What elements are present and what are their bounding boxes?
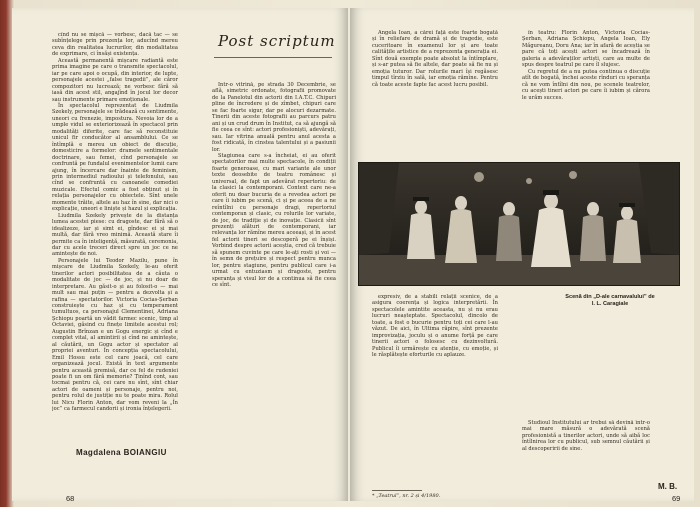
photo-illustration [359, 163, 680, 286]
right-page [350, 8, 694, 501]
paragraph: expresiv, de a stabili relații scenice, de a asigura coerența și logica interpretării. În spectacolele amintite aceasta, nu și nu erau lucruri neașteptate. Spectacolul, dincolo de toate, a fost o bucurie pentru toți cei care l-au văzut. De aici, în Ultima răpire, sînt prezente improvizația, joculu și o anume forță pe care tinerii actori o folosesc cu dezinvoltură. Publicul îi urmărește cu atenție, cu emoție, și le răsplătește eforturile cu aplauze. [372, 294, 498, 359]
paragraph: Într-o vitrină, pe strada 30 Decembrie, se află, simetric ordonate, fotografii promovate de la Panelotul din actorii din I.A.T.C. Chipuri pline de încredere și de zîmbet, chipuri care se fac foarte sigur, dar pe alocuri dezarmate. Tinerii din aceste fotografii au parcurs patru ani și un crud drum în Institut, ca să ajungă să fie ceea ce sînt: actori profesioniști, adevărați, sau. Iar vitrina anuală pentru anul acesta a fost ridicată, în cinstea talentului și a pasiunii lor. [212, 82, 336, 153]
footnote: * „Teatrul”, nr. 2 și 4/1980. [372, 493, 441, 499]
paragraph: Cu regretul de a nu putea continua o discuție atît de bogată, închei aceste rînduri cu speranța că ne vom întîlni din nou, pe scenele teatrelor, cu acești tineri actori pe care îi iubim și cărora le urăm succes. [522, 68, 650, 101]
page-number: 69 [672, 494, 681, 501]
paragraph: În spectacolul reprezentat de Liudmila Szekely, personajele se trădează cu sentimente, uneori cu frenezie, impostura. Nevoia lor de a umple vidul se exteriorizează în spectacol prin modalități diferite, care fac să reconstituie unicul fir conducător al ansamblului. Ce se întîmplă e mereu un obiect de discuție, domesticire a formelor: dramele sentimentale doctrinare, sau femei, cînd personajele se confruntă pe fundalul evenimentelor lumii care ajung, în încercare dar înainte de feminism, prin intermediul radioului și telefonului, sau cînd se confruntă cu canoanele comediei muzicale. Efectul comic a fost obținut și în relația personajelor cu obiectele. Sînt unele momente trăite, altele au haz în sine, dar nici o explicație, uneori e liniște și hazul și explicația. [52, 102, 178, 213]
paragraph: Personajele lui Teodor Mazilu, pune în mișcare de Liudmila Szekely, le-au oferit tinerilor actori posibilitatea de a căuta o modalitate de joc — de joc, și nu doar de interpretare. Au găsit-o și au folosit-o — mai mult sau mai puțin — pentru a dezvolta și a rafina — spectatorilor. Victoria Cocias-Șerban construiește cu haz și cu temperament tumultuos, ca personajul Clementinei, Adriana Șchiopu poartă un vădit farmec scenic, timp al Octaviei, găsind cu finețe limitele acestui rol; Augustin Brînzan e un Gogu energic și cînd e complet vital, al amintirii și cînd ne amintește, al căutării, un Gogu actor și spectator al propriei aventuri. În concepția spectacolului, Emil Hossu este cel care joacă, cel care organizează jocul. Există în text argumente pentru această premisă, dar ce fel de rudeniei poate fi un om fără memorie? Ținînd cont, sau tocmai pentru că, cei care nu sînt, sînt chiar actori de oameni și personaje, pentru noi, pentru rolul de justiție nu te poate mira. Rolul lui Nicu Florin Anton, dar vom reveni la „În joc” ca farmecul candorii și ironia înțelegerii. [52, 257, 178, 413]
page-number: 68 [66, 494, 75, 501]
author-signature: Magdalena BOIANGIU [76, 448, 167, 457]
caption-line: Scenă din „D-ale carnavalului” de [565, 294, 655, 300]
paragraph: Stagiunea care s-a încheiat, ei au oferit spectatorilor mai multe spectacole, în condiții foarte generoase, cu mari variante ale unor texte deosebite de teatru românesc și universal, de fapt un adevărat repertoriu: de la clasici la contemporani. Context care ne-a oferit nu doar bucuria de a revedea actori pe care îi iubim pe scenă, ci și pe aceea de a ne reîntîlni cu personaje dragi, repertoriul contemporan și clasic, cu rolurile lor variate, de joc, de tradiție și de inovație. Clasicii sînt prezenți alături de contemporani, iar relevanța lor rămîne mereu aceeași, și în acest fel actorii tineri se descoperă pe ei înșiși. Vorbind despre actorii aceștia, cred că trebuie să spunem cuvinte pe care le-ați rosti și voi — în semn de prețuire și respect pentru munca lor, pentru stagiune, pentru publicul care i-a urmat cu entuziasm și dragoste, pentru speranța și visul lor de a continua să fie ceea ce sînt. [212, 152, 336, 289]
author-initials: M. B. [658, 482, 678, 491]
left-page [12, 8, 348, 501]
left-page-column-2 [212, 82, 336, 472]
paragraph: Liudmila Szekely privește de la distanța lumea acestei piese: cu dragoste, dar fără să o idealizeze, iar și simt ei, gîndesc ei și mai multă, dar fără vreo minimă. Această stare îi permite ca în inteligență, măsurată, ceremonia, dar cu acele treceri direct spre un joc ce ne amintește de noi. [52, 212, 178, 258]
paragraph: Această permanentă mișcare radiantă este prima imagine pe care o transmite spectacolul, iar pe care apoi o ocupă, din interior, de lupte, personajele acestei „false tragedii”, ale căror compozitori nu lucrează; ne vorbesc fără să iasă din acest stil, angajînd în jocul lor decor sau instrumente primare emoționale. [52, 57, 178, 103]
right-page-column-1 [372, 30, 498, 158]
paragraph: în teatru: Florin Anton, Victoria Cocias-Șerban, Adriana Șchiopu, Angela Ioan, Ely Măgureanu, Doru Ana; iar în afară de aceștia se pare că toți acești actori se încadrează în galeria a adevăraților artiști, care au multe de spus despre teatrul pe care îl slujesc. [522, 30, 650, 69]
left-page-column-1 [52, 32, 178, 442]
caption-line: I. L. Caragiale [591, 301, 629, 307]
right-page-column-2 [522, 30, 650, 158]
paragraph: Angela Ioan, a cărei față este foarte bogată și în reliefare de dramă și de tragedie, este cuceritoare în examenul lor și are toate calitățile artistice de a reprezenta generația ei. Sînt două exemple poate absolut la întîmplare, și s-ar putea să fie altele, dar poate să fie nu și emoția tuturor. Dar rolurile mari își regăsesc timpul tîrziu în sală, iar emoția rămîne. Pentru că toate aceste fapte fac acest lucru posibil. [372, 30, 498, 88]
title-rule [214, 57, 332, 58]
stage-photo [358, 162, 680, 286]
right-page-column-3 [372, 294, 498, 490]
right-page-column-4 [522, 420, 650, 480]
paragraph: Studioul Institutului ar trebui să devină într-o mai mare măsură o adevărată scenă profesionistă a tinerilor actori, unde să aibă loc întîlnirea lor cu publicul, sub semnul căutării și al descoperirii de sine. [522, 420, 650, 452]
article-title: Post scriptum [218, 32, 336, 50]
footnote-rule [372, 490, 422, 491]
photo-caption [546, 294, 674, 308]
paragraph: cînd nu se mișcă — vorbesc, dacă tac — se subînțelege prin prezența lor, aducînd mereu ceva din realitatea lucrurilor, din modalitatea de exprimare, ci însăși existența. [52, 32, 178, 58]
